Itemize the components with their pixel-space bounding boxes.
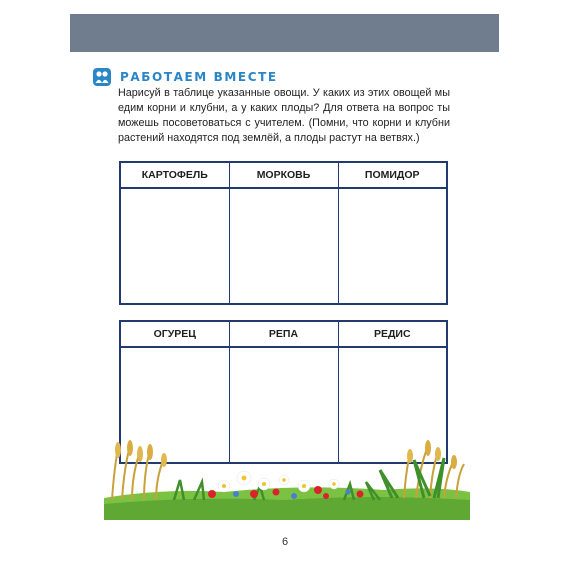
table-header-tomato: ПОМИДОР bbox=[338, 162, 447, 188]
table-header-potato: КАРТОФЕЛЬ bbox=[120, 162, 229, 188]
two-children-icon bbox=[92, 67, 112, 87]
drawing-cell-tomato[interactable] bbox=[338, 188, 447, 304]
section-title: РАБОТАЕМ ВМЕСТЕ bbox=[120, 70, 278, 84]
table-header-cucumber: ОГУРЕЦ bbox=[120, 321, 229, 347]
instructions-text: Нарисуй в таблице указанные овощи. У каких из этих овощей мы едим корни и клубни, а у каких плоды? Для ответа на вопрос ты можешь посоветоваться с учителем. (Помни, что корни и клубни растений находятся под землёй, а плоды растут на ветвях.) bbox=[118, 87, 450, 144]
drawing-cell-carrot[interactable] bbox=[229, 188, 338, 304]
table-header-radish: РЕДИС bbox=[338, 321, 447, 347]
table-header-carrot: МОРКОВЬ bbox=[229, 162, 338, 188]
page-number: 6 bbox=[281, 536, 289, 548]
header-band bbox=[70, 14, 499, 52]
meadow-illustration bbox=[104, 440, 470, 520]
vegetable-table-1 bbox=[119, 161, 448, 305]
table-header-turnip: РЕПА bbox=[229, 321, 338, 347]
section-header bbox=[92, 67, 278, 87]
drawing-cell-potato[interactable] bbox=[120, 188, 229, 304]
